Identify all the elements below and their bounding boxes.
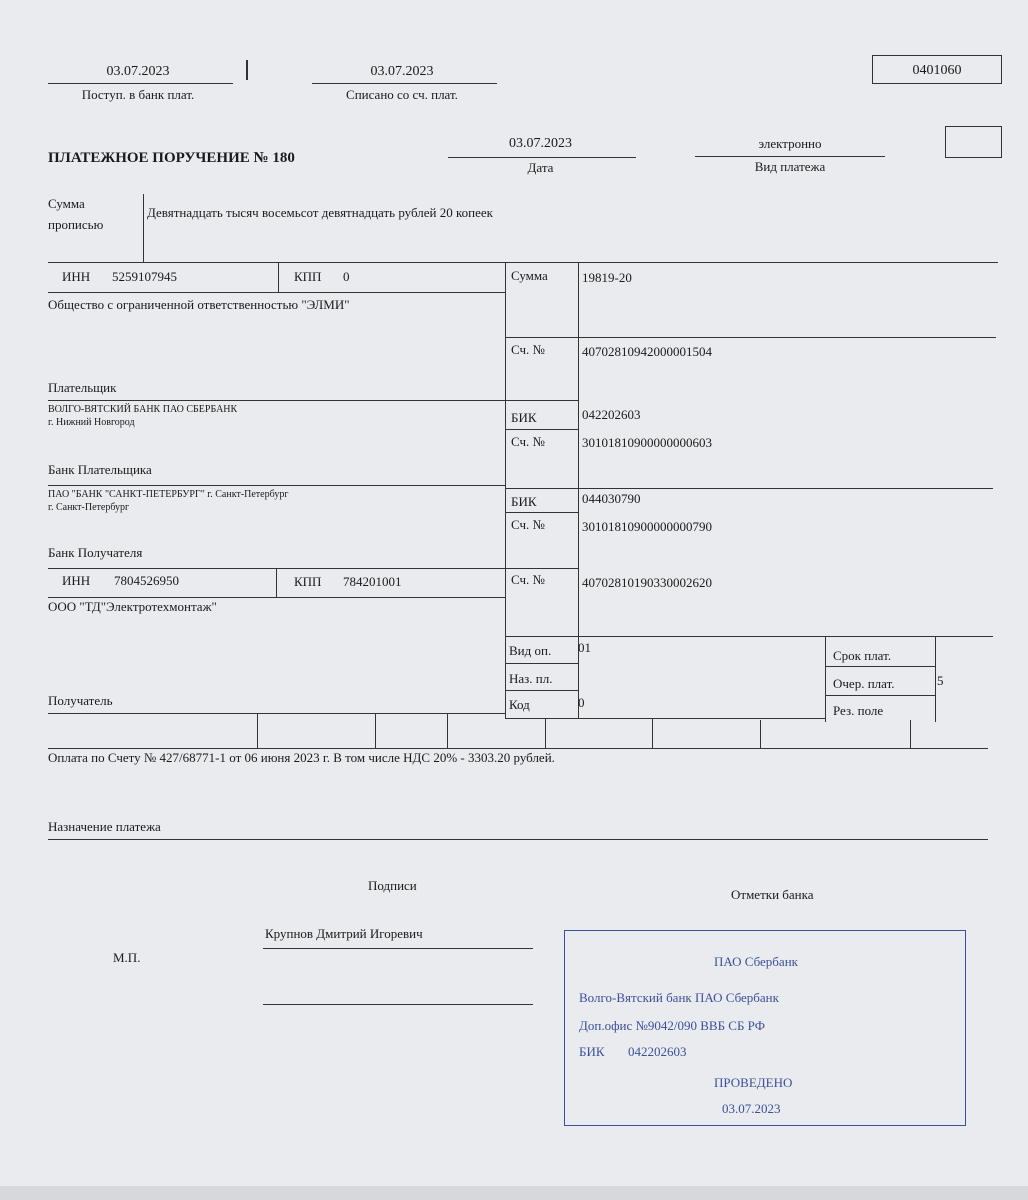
payee-bank-bik-label: БИК — [511, 494, 537, 509]
amount-words-value: Девятнадцать тысяч восемьсот девятнадцать рублей 20 копеек — [147, 205, 493, 220]
divider — [760, 720, 761, 748]
payer-bank-city: г. Нижний Новгород — [48, 417, 135, 428]
divider — [935, 636, 936, 722]
signatures-label: Подписи — [368, 878, 417, 893]
divider — [246, 60, 248, 80]
stamp-bik-label: БИК — [579, 1044, 605, 1059]
srok-label: Срок плат. — [833, 648, 892, 663]
date-received: 03.07.2023 — [106, 64, 170, 79]
kod-value: 0 — [578, 695, 585, 710]
payee-account: 40702810190330002620 — [582, 575, 712, 590]
payer-account: 40702810942000001504 — [582, 344, 712, 359]
payee-bank-account: 30101810900000000790 — [582, 519, 712, 534]
divider — [143, 194, 144, 262]
divider — [48, 485, 505, 486]
document-date-label: Дата — [527, 160, 554, 175]
payee-bank-account-label: Сч. № — [511, 517, 545, 532]
payee-kpp-label: КПП — [294, 574, 322, 589]
divider — [448, 157, 636, 158]
date-received-label: Поступ. в банк плат. — [81, 87, 195, 102]
stamp-office: Доп.офис №9042/090 ВВБ СБ РФ — [579, 1018, 765, 1033]
payee-inn: 7804526950 — [114, 573, 179, 588]
divider — [375, 713, 376, 748]
payer-bank-bik-label: БИК — [511, 410, 537, 425]
payer-bank-label: Банк Плательщика — [48, 462, 152, 477]
divider — [505, 488, 993, 489]
divider — [825, 636, 826, 722]
bank-marks-label: Отметки банка — [731, 887, 814, 902]
divider — [505, 400, 578, 401]
payment-purpose-label: Назначение платежа — [48, 819, 161, 834]
payer-inn-label: ИНН — [62, 269, 91, 284]
payment-type-label: Вид платежа — [754, 159, 826, 174]
divider — [545, 718, 546, 748]
form-code: 0401060 — [912, 63, 962, 78]
divider — [825, 695, 935, 696]
payer-kpp-label: КПП — [294, 269, 322, 284]
divider — [48, 292, 505, 293]
vid-op-value: 01 — [578, 640, 591, 655]
divider — [910, 720, 911, 748]
divider — [825, 666, 935, 667]
divider — [505, 663, 578, 664]
divider — [48, 748, 988, 749]
divider — [312, 83, 497, 84]
seal-placeholder: М.П. — [113, 950, 141, 965]
payer-bank-name: ВОЛГО-ВЯТСКИЙ БАНК ПАО СБЕРБАНК — [48, 404, 238, 415]
payee-bank-label: Банк Получателя — [48, 545, 143, 560]
divider — [652, 718, 653, 748]
amount-words-label: Сумма — [48, 196, 85, 211]
date-debited-label: Списано со сч. плат. — [346, 87, 458, 102]
amount-value: 19819-20 — [582, 270, 632, 285]
divider — [505, 568, 578, 569]
payer-name: Общество с ограниченной ответственностью "ЭЛМИ" — [48, 297, 350, 312]
payee-bank-bik: 044030790 — [582, 491, 641, 506]
stamp-branch: Волго-Вятский банк ПАО Сбербанк — [579, 990, 779, 1005]
payee-name: ООО "ТД"Электротехмонтаж" — [48, 599, 217, 614]
payer-account-label: Сч. № — [511, 342, 545, 357]
amount-words-label: прописью — [48, 217, 104, 232]
divider — [48, 597, 505, 598]
divider — [48, 400, 505, 401]
divider — [505, 690, 578, 691]
divider — [257, 713, 258, 748]
divider — [276, 568, 277, 597]
divider — [695, 156, 885, 157]
divider — [48, 83, 233, 84]
rez-label: Рез. поле — [833, 703, 884, 718]
document-title: ПЛАТЕЖНОЕ ПОРУЧЕНИЕ № 180 — [48, 150, 295, 166]
divider — [278, 262, 279, 292]
divider — [447, 713, 448, 748]
naz-pl-label: Наз. пл. — [509, 671, 553, 686]
payee-bank-city: г. Санкт-Петербург — [48, 502, 130, 513]
payer-bank-account: 30101810900000000603 — [582, 435, 712, 450]
stamp-status: ПРОВЕДЕНО — [714, 1075, 793, 1090]
stamp-bik: 042202603 — [628, 1044, 687, 1059]
payment-purpose-text: Оплата по Счету № 427/68771-1 от 06 июня 2023 г. В том числе НДС 20% - 3303.20 рублей. — [48, 750, 555, 765]
document-date: 03.07.2023 — [509, 136, 572, 151]
divider — [505, 262, 506, 718]
screen-bottom-edge — [0, 1186, 1028, 1200]
ocher-value: 5 — [937, 673, 944, 688]
payer-kpp: 0 — [343, 269, 350, 284]
divider — [578, 337, 996, 338]
divider — [505, 512, 578, 513]
divider — [48, 262, 998, 263]
payer-inn: 5259107945 — [112, 269, 177, 284]
amount-label: Сумма — [511, 268, 548, 283]
ocher-label: Очер. плат. — [833, 676, 895, 691]
signature-line — [263, 948, 533, 949]
status-code-box — [945, 126, 1002, 158]
payee-kpp: 784201001 — [343, 574, 402, 589]
stamp-bank-name: ПАО Сбербанк — [714, 954, 798, 969]
payer-bank-bik: 042202603 — [582, 407, 641, 422]
signer-name: Крупнов Дмитрий Игоревич — [265, 926, 423, 941]
divider — [505, 337, 578, 338]
payee-account-label: Сч. № — [511, 572, 545, 587]
divider — [505, 636, 993, 637]
stamp-date: 03.07.2023 — [722, 1101, 781, 1116]
divider — [505, 429, 578, 430]
payment-type: электронно — [758, 136, 822, 151]
signature-line — [263, 1004, 533, 1005]
divider — [505, 718, 825, 719]
kod-label: Код — [509, 697, 530, 712]
divider — [48, 713, 505, 714]
payee-bank-name: ПАО "БАНК "САНКТ-ПЕТЕРБУРГ" г. Санкт-Петербург — [48, 489, 289, 500]
vid-op-label: Вид оп. — [509, 643, 552, 658]
payee-label: Получатель — [48, 693, 113, 708]
date-debited: 03.07.2023 — [370, 64, 434, 79]
payer-label: Плательщик — [48, 380, 117, 395]
payer-bank-account-label: Сч. № — [511, 434, 545, 449]
divider — [48, 839, 988, 840]
payee-inn-label: ИНН — [62, 573, 91, 588]
